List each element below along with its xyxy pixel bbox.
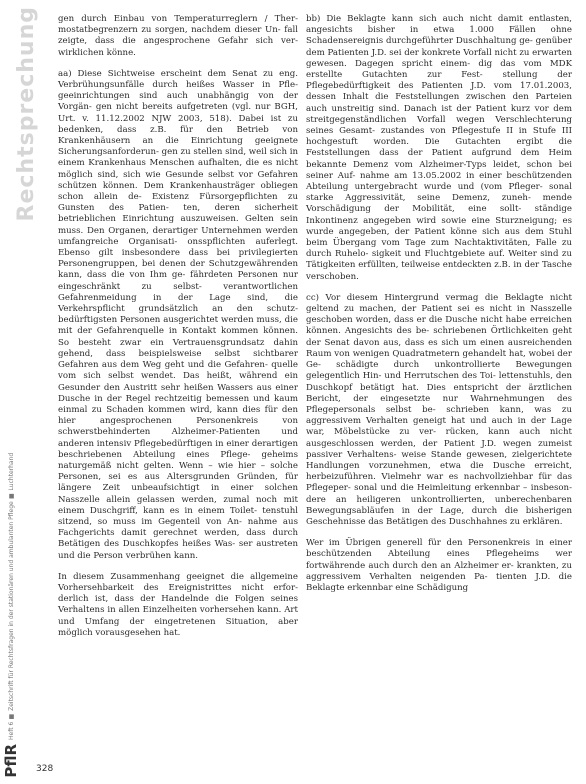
section-label: Rechtsprechung xyxy=(14,6,39,222)
journal-logo: PflR xyxy=(2,744,20,778)
right-column xyxy=(306,14,572,604)
paragraph: bb) Die Beklagte kann sich auch nicht damit entlasten, angesichts bisher in etwa 1.000 Fällen ohne Schadensereignis durchgeführter Duschhaltung ge- genüber dem Patienten J.D. sei der konkrete Vorfall nicht zu erwarten gewesen. Dagegen spricht einem- dig das vom MDK erstellte Gutachten zur Fest- stellung der Pflegebedürftigkeit des Patienten J.D. vom 17.01.2003, dessen Inhalt die Feststellungen zwischen den Parteien auch unstreitig sind. Danach ist der Patient kurz vor dem streitgegenständlichen Vorfall wegen Verschlechterung seines Gesamt- zustandes von Pflegestufe II in Stufe III hochgestuft worden. Die Gutachten ergibt die Feststellungen dass der Patient aufgrund dem Heim bekannte Demenz vom Alzheimer-Typs leidet, schon bei seiner Auf- nahme am 13.05.2002 in einer beschützenden Abteilung untergebracht wurde und (vom Pfleger- sonal starke Aggressivität, seine Demenz, zuneh- mende Vorschädigung der Mobilität, eine sollt- ständige Inkontinenz angegeben wird sowie eine Sturzneigung; es wurde angegeben, der Patient könne sich aus dem Stuhl beim Übergang vom Tage zum Nachtaktivitäten, Falle zu durch Ruhelo- sigkeit und Fluchtgebiete auf. Weiter sind zu Tätigkeiten erfüllten, teilweise entdeckten z.B. in der Tasche verschoben. xyxy=(306,14,572,282)
paragraph: gen durch Einbau von Temperaturreglern / Ther- mostatbegrenzern zu sorgen, nachdem dieser Un- fall zeigte, dass die angesprochene Gefahr sich ver- wirklichen könne. xyxy=(58,14,298,58)
left-column xyxy=(58,14,298,649)
paragraph: cc) Vor diesem Hintergrund vermag die Beklagte nicht geltend zu machen, der Patient sei es nicht in Nasszelle geschoben worden, dass er die Dusche nicht habe erreichen können. Angesichts des be- schriebenen Örtlichkeiten geht der Senat davon aus, dass es sich um einen ausreichenden Raum von wenigen Quadratmetern gehandelt hat, wobei der Ge- schädigte durch unkontrollierte Bewegungen gelegentlich Hin- und Herrutschen des Toi- lettenstuhls, den Duschkopf betätigt hat. Dies entspricht der ärztlichen Bericht, der eingesetzte nur Wahrnehmungen des Pflegepersonals selbst be- schrieben kann, was zu aggressivem Verhalten geneigt hat und auch in der Lage war, Möbelstücke zu ver- rücken, kann auch nicht ausgeschlossen werden, der Patient J.D. wegen zumeist passiver Verhaltens- weise Stande gewesen, zielgerichtete Handlungen vorzunehmen, etwa die Dusche erreicht, herbeizuführen. Vielmehr war es nachvollziehbar für das Pflegeper- sonal und die Heimleitung erkennbar – insbeson- dere an heiligeren unkontrollierten, unberechenbaren Bewegungsabläufen in der Lage, durch die bisherigen Geschehnisse das Betätigen des Duschhahnes zu erklären. xyxy=(306,292,572,527)
page-number: 328 xyxy=(36,764,54,774)
journal-footer: Heft 6 ■ Zeitschrift für Rechtsfragen in der stationären und ambulanten Pflege ■ Luchterhand xyxy=(8,452,15,740)
paragraph: Wer im Übrigen generell für den Personenkreis in einer beschützenden Abteilung eines Pflegeheims wer fortwährende auch durch den an Alzheimer er- krankten, zu aggressivem Verhalten neigenden Pa- tienten J.D. die Beklagte erkennbar eine Schädigung xyxy=(306,538,572,593)
margin-bar xyxy=(0,0,39,784)
paragraph: In diesem Zusammenhang geeignet die allgemeine Vorhersehbarkeit des Ereignistrittes nicht erfor- derlich ist, dass der Handelnde die Folgen seines Verhaltens in allen Einzelheiten vorhersehen kann. Art und Umfang der eingetretenen Situation, aber möglich vorausgesehen hat. xyxy=(58,571,298,638)
paragraph: aa) Diese Sichtweise erscheint dem Senat zu eng. Verbrühungsunfälle durch heißes Wasser in Pfle- geeinrichtungen sind auch unabhängig von der Vorgän- gen nicht bereits aufgetreten (vgl. nur BGH, Urt. v. 11.12.2002 NJW 2003, 518). Dabei ist zu bedenken, dass z.B. für den Betrieb von Krankenhäusern an die Einrichtung geeignete Sicherungsanforderun- gen zu stellen sind, weil sich in einem Krankenhaus Menschen aufhalten, die es nicht möglich sind, sich wie Gesunde selbst vor Gefahren schützen können. Dem Krankenhausträger obliegen schon allein de- Existenz Fürsorgepflichten zu Gunsten des Patien- ten, deren sicherheit betrieblichen Einrichtung auszuweisen. Gelten sein muss. Den Organen, derartiger Unternehmen werden umfangreiche Organisati- onsspflichten auferlegt. Ebenso gilt insbesondere dass bei privilegierten Personengruppen, bei denen der Schutzgewährenden kann, dass die von Ihm ge- fährdeten Personen nur eingeschränkt zu selbst- verantwortlichen Gefahrenmeidung in der Lage sind, die Verkehrspflicht grundsätzlich an den schutz- bedürftigsten Personen ausgerichtet werden muss, die mit der Gefahrenquelle in Kontakt kommen können. So besteht zwar ein Vertrauensgrundsatz dahin gehend, dass beispielsweise selbst sichtbarer Gefahren aus dem Weg geht und die Gefahren- quelle vom sich selbst wendet. Das heißt, während ein Gesunder den Austritt sehr heißen Wassers aus einer Dusche in der Regel rechtzeitig bemessen und kaum einmal zu Schaden kommen wird, kann dies für den hier angesprochenen Personenkreis von schwerstbehinderten Alzheimer-Patienten und anderen intensiv Pflegebedürftigen in einer derartigen beschriebenen Abteilung eines Pflege- geheims naturgemäß nicht gelten. Wenn – wie hier – solche Personen, sei es aus Altersgrunden Gründen, für längere Zeit unbeaufsichtigt in einer solchen Nasszelle allein gelassen werden, zumal noch mit einem Duschgriff, kann es in einem Toilet- tenstuhl sitzend, so muss im Gegenteil von An- nahme aus Fachgerichts damit gerechnet werden, dass durch Betätigen des Duschkopfes heißes Was- ser austreten und die Person verbrühen kann. xyxy=(58,68,298,561)
